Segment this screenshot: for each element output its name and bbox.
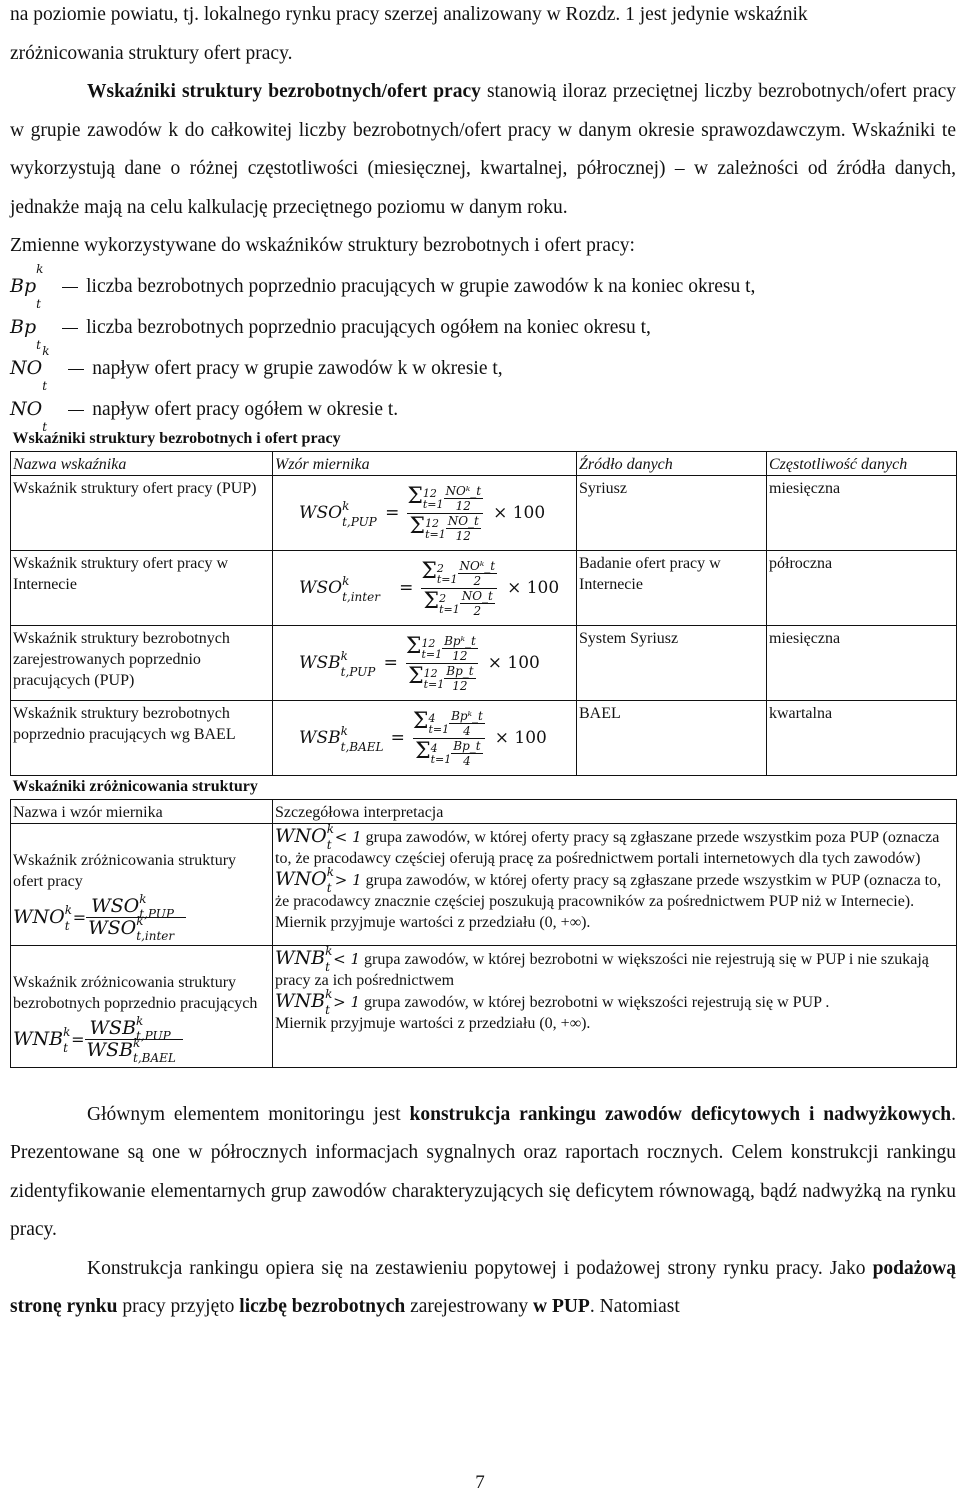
sum-limits: 12 t=1 xyxy=(421,636,443,661)
variable-description: napływ ofert pracy w grupie zawodów k w okresie t, xyxy=(92,357,503,379)
interpretation-item xyxy=(275,986,954,1017)
indicator-formula-cell xyxy=(273,625,577,700)
diversity-denominator xyxy=(86,913,186,943)
sigma-symbol: Σ xyxy=(415,739,431,764)
inner-denominator: 2 xyxy=(473,604,482,618)
condition-operator: < 1 xyxy=(334,827,362,846)
numerator-var: WSB k t,PUP xyxy=(89,1013,171,1043)
inner-denominator: 12 xyxy=(455,529,471,543)
inner-denominator: 4 xyxy=(463,724,471,738)
indicator-frequency: półroczna xyxy=(767,550,957,625)
diversity-name: Wskaźnik zróżnicowania struktury ofert pracy xyxy=(13,851,237,890)
indicator-formula-cell xyxy=(273,700,577,775)
sigma-symbol: Σ xyxy=(408,664,424,689)
variable-definition xyxy=(10,261,956,311)
structure-indicators-term: Wskaźniki struktury bezrobotnych/ofert pracy xyxy=(87,81,481,102)
inner-denominator: 2 xyxy=(473,574,482,588)
sum-limits: 12 t=1 xyxy=(423,666,445,691)
indicator-formula-cell xyxy=(273,550,577,625)
inner-fraction xyxy=(444,664,475,693)
inner-numerator: NOᵏ_t xyxy=(445,484,482,498)
table2-title: Wskaźniki zróżnicowania struktury xyxy=(11,776,957,800)
condition-var: WNB k t xyxy=(275,943,333,974)
table1-header-name: Nazwa wskaźnika xyxy=(11,451,273,475)
diversity-name-cell xyxy=(11,945,273,1067)
sum-limits: 4 t=1 xyxy=(428,711,450,736)
fraction-numerator xyxy=(421,559,497,589)
table1-title: Wskaźniki struktury bezrobotnych i ofert pracy xyxy=(11,428,957,452)
inner-fraction xyxy=(458,559,498,588)
condition-var: WNO k t xyxy=(275,821,335,852)
supply-text-g: . Natomiast xyxy=(589,1296,680,1317)
formula-lhs: WSO k t,inter xyxy=(299,574,380,604)
document-page xyxy=(10,0,956,1327)
sigma-symbol: Σ xyxy=(407,484,423,509)
variable-symbol: Bp k t xyxy=(10,261,44,311)
inner-numerator: NO_t xyxy=(447,514,479,528)
diversity-denominator xyxy=(85,1035,184,1065)
indicator-frequency: miesięczna xyxy=(767,625,957,700)
value-range: Miernik przyjmuje wartości z przedziału (0, +∞). xyxy=(275,913,591,931)
diversity-formula xyxy=(13,1014,270,1067)
fraction-denominator xyxy=(421,589,497,618)
times-100: × 100 xyxy=(487,653,540,673)
variable-symbol: Bp t xyxy=(10,315,41,352)
indicator-source: Syriusz xyxy=(577,475,767,550)
diversity-name: Wskaźnik zróżnicowania struktury bezrobotnych poprzednio pracujących xyxy=(13,973,258,1012)
diversity-fraction xyxy=(85,1013,184,1065)
indicator-source: System Syriusz xyxy=(577,625,767,700)
table1-row xyxy=(11,625,957,700)
table2-row xyxy=(11,945,957,1067)
diversity-interpretation xyxy=(273,823,957,945)
sum-limits: 4 t=1 xyxy=(430,741,452,766)
fraction-numerator xyxy=(407,484,483,514)
condition-operator: > 1 xyxy=(333,992,361,1011)
sigma-symbol: Σ xyxy=(423,589,440,614)
inner-fraction xyxy=(442,634,478,663)
inner-fraction xyxy=(449,709,485,738)
interpretation-item xyxy=(275,821,954,869)
unemployed-term: liczbę bezrobotnych xyxy=(239,1296,406,1317)
sum-fraction xyxy=(421,559,497,618)
equals-sign: = xyxy=(72,907,87,927)
diversity-indicators-table xyxy=(10,776,957,1068)
ranking-paragraph xyxy=(10,1096,956,1250)
variable-definition xyxy=(10,307,956,352)
value-range: Miernik przyjmuje wartości z przedziału (0, +∞). xyxy=(275,1014,591,1032)
interpretation-text: grupa zawodów, w której oferty pracy są zgłaszane przede wszystkim poza PUP (oznacza to, że pracodawcy częściej oferują pracę za pośrednictwem portali internetowych dla tych zawodów) xyxy=(275,828,940,867)
indicator-source: BAEL xyxy=(577,700,767,775)
supply-text-a: Konstrukcja rankingu opiera się na zestawieniu popytowej i podażowej strony rynku pracy. Jako xyxy=(87,1257,873,1279)
sigma-symbol: Σ xyxy=(421,559,437,584)
indicator-formula xyxy=(275,703,574,775)
equals-sign: = xyxy=(383,653,398,673)
formula-lhs: WSB k t,BAEL xyxy=(299,724,384,754)
inner-numerator: Bpᵏ_t xyxy=(444,634,476,648)
diversity-interpretation xyxy=(273,945,957,1067)
variable-symbol: NO t xyxy=(10,397,48,434)
formula-lhs: WSO k t,PUP xyxy=(299,499,377,529)
times-100: × 100 xyxy=(494,728,547,748)
sum-limits: 12 t=1 xyxy=(425,516,446,541)
formula-lhs: WNO k t xyxy=(13,902,73,933)
inner-fraction xyxy=(444,484,484,513)
ranking-text-a: Głównym elementem monitoringu jest xyxy=(87,1103,410,1125)
sum-fraction xyxy=(413,709,485,768)
variable-description: liczba bezrobotnych poprzednio pracujących ogółem na koniec okresu t, xyxy=(86,316,651,338)
inner-denominator: 12 xyxy=(452,649,468,663)
variable-symbol: NO k t xyxy=(10,343,50,393)
sigma-symbol: Σ xyxy=(405,634,422,659)
intro-line-1: na poziomie powiatu, tj. lokalnego rynku pracy szerzej analizowany w Rozdz. 1 jest jedynie wskaźnik xyxy=(10,4,808,25)
inner-numerator: Bpᵏ_t xyxy=(451,709,483,723)
table1-header-formula: Wzór miernika xyxy=(273,451,577,475)
interpretation-text: grupa zawodów, w której oferty pracy są zgłaszane przede wszystkim w PUP (oznacza to, że pracodawcy znacznie częściej poszukują pracowników za pośrednictwem PUP niż w Internecie). xyxy=(275,871,942,910)
equals-sign: = xyxy=(71,1029,85,1049)
ranking-text-c: . Prezentowane są one w półrocznych informacjach sygnalnych oraz raportach rocznych. Celem konstrukcji rankingu zidentyfikowanie elementarnych grup zawodów charakteryzujących się deficytem równowagą, bądź nadwyżką na rynku pracy. xyxy=(10,1103,956,1240)
structure-indicators-table xyxy=(10,428,957,776)
numerator-var: WSO k t,PUP xyxy=(91,891,174,921)
inner-numerator: NO_t xyxy=(461,589,493,603)
inner-numerator: NOᵏ_t xyxy=(459,559,496,573)
inner-numerator: Bp_t xyxy=(453,739,481,753)
interpretation-text: grupa zawodów, w której bezrobotni w większości rejestrują się w PUP . xyxy=(360,993,830,1011)
table1-header-source: Źródło danych xyxy=(577,451,767,475)
indicator-source: Badanie ofert pracy w Internecie xyxy=(577,550,767,625)
diversity-fraction xyxy=(86,891,186,943)
sum-fraction xyxy=(407,484,483,543)
fraction-numerator xyxy=(406,634,478,664)
formula-lhs: WSB k t,PUP xyxy=(299,649,376,679)
equals-sign: = xyxy=(390,728,405,748)
variable-definition xyxy=(10,343,956,393)
inner-denominator: 12 xyxy=(452,679,468,693)
sum-fraction xyxy=(406,634,478,693)
indicator-name: Wskaźnik struktury ofert pracy w Internecie xyxy=(11,550,273,625)
supply-text-c: pracy przyjęto xyxy=(117,1296,240,1317)
indicator-frequency: miesięczna xyxy=(767,475,957,550)
inner-fraction xyxy=(460,589,495,618)
variables-list xyxy=(10,261,956,434)
condition-var: WNO k t xyxy=(275,864,335,895)
condition-operator: < 1 xyxy=(333,949,361,968)
interpretation-text: grupa zawodów, w której bezrobotni w większości nie rejestrują się w PUP i nie szukają pracy za ich pośrednictwem xyxy=(275,950,929,989)
supply-text-e: zarejestrowany xyxy=(405,1296,533,1317)
table2-row xyxy=(11,823,957,945)
supply-term: podażową stronę rynku xyxy=(10,1257,956,1317)
denominator-var: WSB k t,BAEL xyxy=(86,1035,176,1065)
inner-numerator: Bp_t xyxy=(446,664,474,678)
indicator-name: Wskaźnik struktury ofert pracy (PUP) xyxy=(11,475,273,550)
indicator-name: Wskaźnik struktury bezrobotnych zarejestrowanych poprzednio pracujących (PUP) xyxy=(11,625,273,700)
intro-paragraph-continuation xyxy=(10,0,956,73)
indicator-formula-cell xyxy=(273,475,577,550)
variable-definition xyxy=(10,389,956,434)
sigma-symbol: Σ xyxy=(409,514,426,539)
interpretation-item xyxy=(275,864,954,912)
supply-paragraph xyxy=(10,1250,956,1327)
structure-indicators-paragraph xyxy=(10,73,956,227)
table2-header-interpretation: Szczegółowa interpretacja xyxy=(273,799,957,823)
inner-fraction xyxy=(446,514,481,543)
diversity-name-cell xyxy=(11,823,273,945)
sum-limits: 12 t=1 xyxy=(422,486,444,511)
structure-indicators-text: stanowią iloraz przeciętnej liczby bezrobotnych/ofert pracy w grupie zawodów k do całkowitej liczby bezrobotnych/ofert pracy w danym okresie sprawozdawczym. Wskaźniki te wykorzystują dane o różnej częstotliwości (miesięcznej, kwartalnej, półrocznej) – w zależności od źródła danych, jednakże mają na celu kalkulację przeciętnego poziomu w danym roku. xyxy=(10,81,957,218)
inner-denominator: 12 xyxy=(455,499,471,513)
variable-description: napływ ofert pracy ogółem w okresie t. xyxy=(92,398,399,420)
sum-limits: 2 t=1 xyxy=(439,591,460,616)
fraction-denominator xyxy=(407,514,483,543)
sigma-symbol: Σ xyxy=(412,709,429,734)
inner-fraction xyxy=(451,739,482,768)
sum-limits: 2 t=1 xyxy=(436,561,458,586)
indicator-name: Wskaźnik struktury bezrobotnych poprzednio pracujących wg BAEL xyxy=(11,700,273,775)
variable-description: liczba bezrobotnych poprzednio pracujących w grupie zawodów k na koniec okresu t, xyxy=(86,275,756,297)
table1-row xyxy=(11,550,957,625)
condition-operator: > 1 xyxy=(334,870,362,889)
inner-denominator: 4 xyxy=(463,754,471,768)
denominator-var: WSO k t,inter xyxy=(88,913,175,943)
interpretation-item xyxy=(275,943,954,991)
times-100: × 100 xyxy=(493,503,546,523)
indicator-formula xyxy=(275,628,574,700)
variables-heading: Zmienne wykorzystywane do wskaźników struktury bezrobotnych i ofert pracy: xyxy=(10,235,635,256)
table2-header-name: Nazwa i wzór miernika xyxy=(11,799,273,823)
equals-sign: = xyxy=(385,503,400,523)
intro-line-2: zróżnicowania struktury ofert pracy. xyxy=(10,42,293,64)
indicator-frequency: kwartalna xyxy=(767,700,957,775)
ranking-term: konstrukcja rankingu zawodów deficytowych i nadwyżkowych xyxy=(409,1103,952,1125)
fraction-numerator xyxy=(413,709,485,739)
indicator-formula xyxy=(275,478,574,550)
fraction-denominator xyxy=(413,739,485,768)
table1-row xyxy=(11,475,957,550)
times-100: × 100 xyxy=(507,578,560,598)
pup-term: w PUP xyxy=(532,1296,590,1317)
formula-lhs: WNB k t xyxy=(13,1024,71,1055)
table1-row xyxy=(11,700,957,775)
fraction-denominator xyxy=(406,664,478,693)
indicator-formula xyxy=(275,553,574,625)
equals-sign: = xyxy=(399,578,414,598)
diversity-formula xyxy=(13,892,270,945)
page-number: 7 xyxy=(475,1472,485,1493)
table1-header-frequency: Częstotliwość danych xyxy=(767,451,957,475)
condition-var: WNB k t xyxy=(275,986,333,1017)
